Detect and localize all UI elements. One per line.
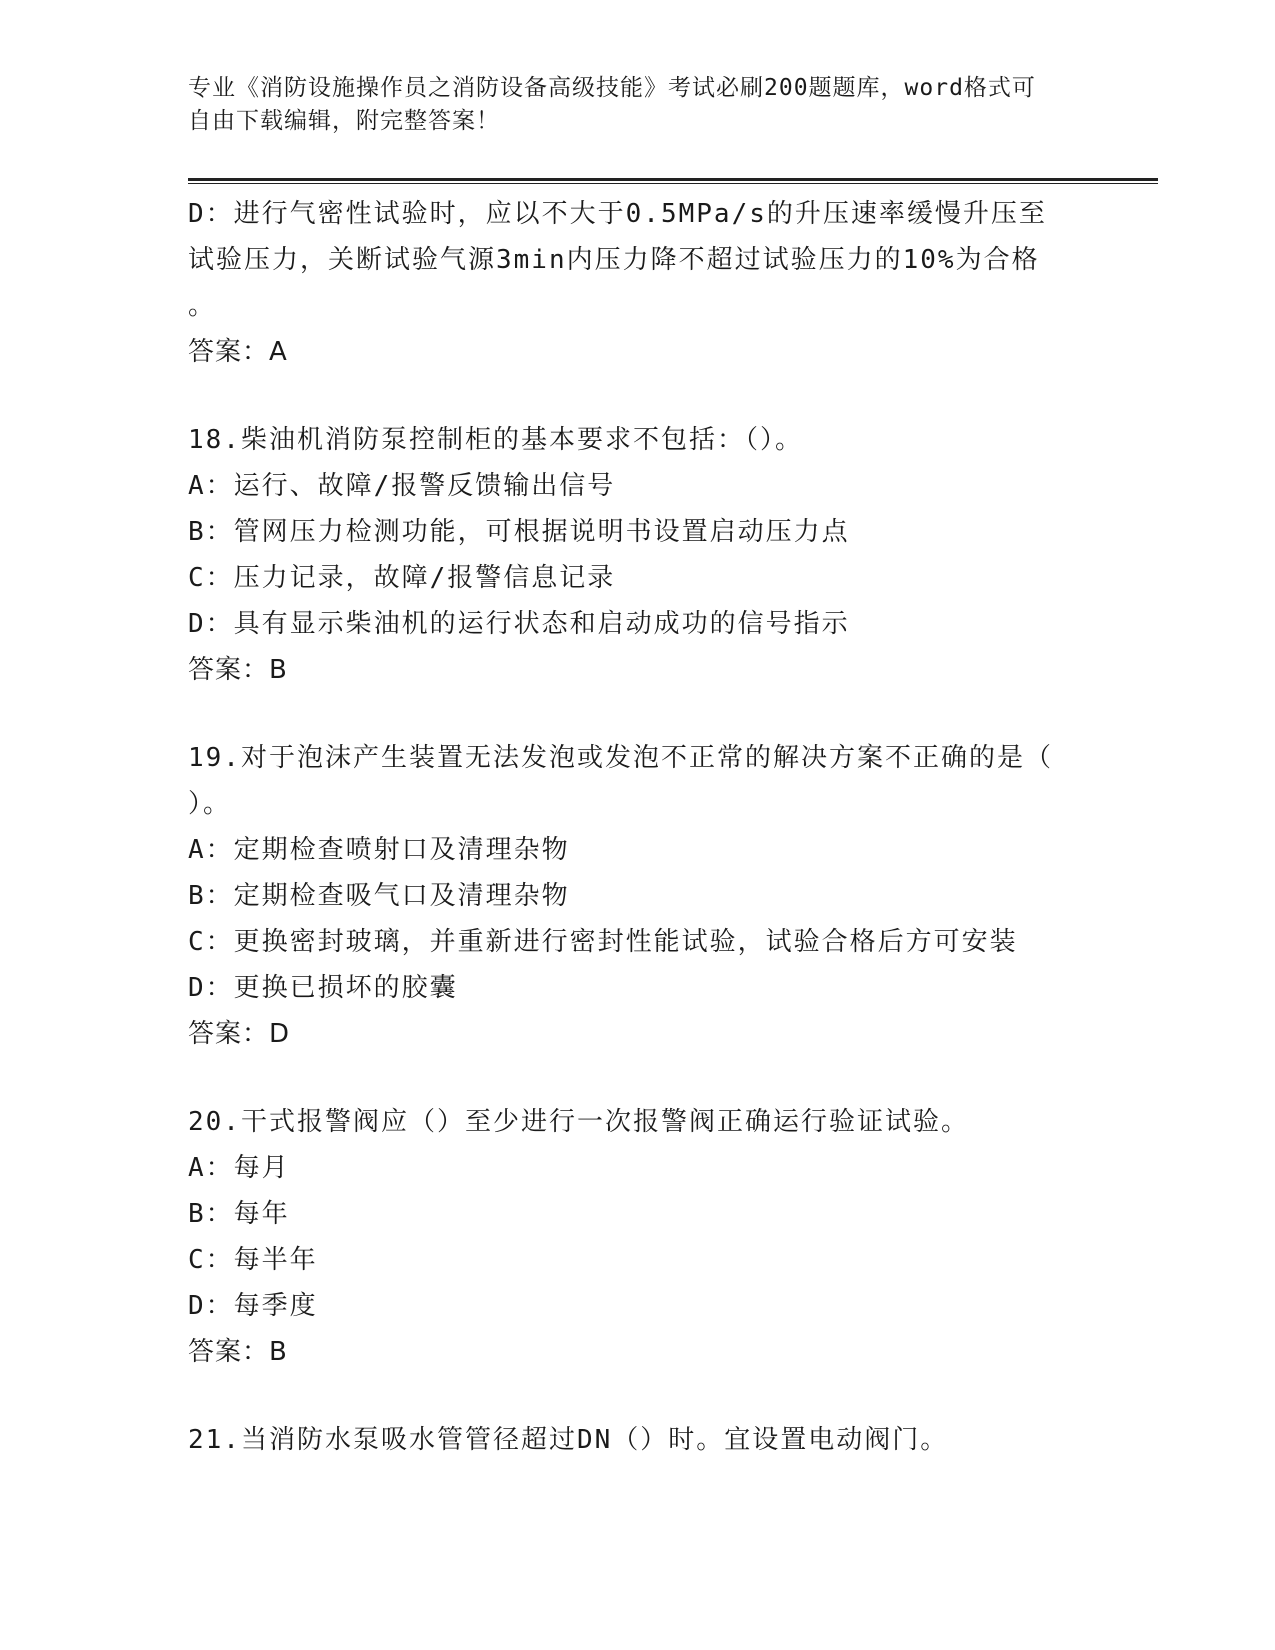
header-line-2: 自由下载编辑，附完整答案！ xyxy=(188,108,500,134)
option-d: D：进行气密性试验时，应以不大于0.5MPa/s的升压速率缓慢升压至 xyxy=(188,199,1047,229)
question-stem: 18.柴油机消防泵控制柜的基本要求不包括：（）。 xyxy=(188,425,803,455)
option-b: B：定期检查吸气口及清理杂物 xyxy=(188,881,570,911)
question-18 xyxy=(188,417,1088,693)
option-a: A：运行、故障/报警反馈输出信号 xyxy=(188,471,616,501)
question-19 xyxy=(188,735,1088,1057)
option-a: A：定期检查喷射口及清理杂物 xyxy=(188,835,570,865)
option-c: C：压力记录，故障/报警信息记录 xyxy=(188,563,616,593)
option-d-continued: 。 xyxy=(188,291,217,321)
header-divider-thin xyxy=(188,183,1158,184)
option-d: D：每季度 xyxy=(188,1291,318,1321)
question-stem: 20.干式报警阀应（）至少进行一次报警阀正确运行验证试验。 xyxy=(188,1107,969,1137)
answer-line: 答案：B xyxy=(188,655,288,685)
question-stem: 19.对于泡沫产生装置无法发泡或发泡不正常的解决方案不正确的是（ xyxy=(188,743,1053,773)
answer-line: 答案：B xyxy=(188,1337,288,1367)
answer-line: 答案：D xyxy=(188,1019,291,1049)
question-stem: 21.当消防水泵吸水管管径超过DN（）时。宜设置电动阀门。 xyxy=(188,1425,949,1455)
question-21 xyxy=(188,1417,1088,1463)
question-stem-continued: ）。 xyxy=(188,789,232,819)
option-c: C：每半年 xyxy=(188,1245,318,1275)
option-d: D：更换已损坏的胶囊 xyxy=(188,973,458,1003)
question-20 xyxy=(188,1099,1088,1375)
question-17-tail xyxy=(188,191,1088,375)
option-b: B：管网压力检测功能，可根据说明书设置启动压力点 xyxy=(188,517,850,547)
question-list xyxy=(188,191,1088,1463)
option-a: A：每月 xyxy=(188,1153,290,1183)
document-header xyxy=(188,72,1068,138)
option-c: C：更换密封玻璃，并重新进行密封性能试验，试验合格后方可安装 xyxy=(188,927,1018,957)
option-b: B：每年 xyxy=(188,1199,290,1229)
option-d: D：具有显示柴油机的运行状态和启动成功的信号指示 xyxy=(188,609,850,639)
option-d-continued: 试验压力，关断试验气源3min内压力降不超过试验压力的10%为合格 xyxy=(188,245,1040,275)
answer-line: 答案：A xyxy=(188,337,288,367)
header-line-1: 专业《消防设施操作员之消防设备高级技能》考试必刷200题题库，word格式可 xyxy=(188,75,1036,101)
header-divider-thick xyxy=(188,178,1158,181)
